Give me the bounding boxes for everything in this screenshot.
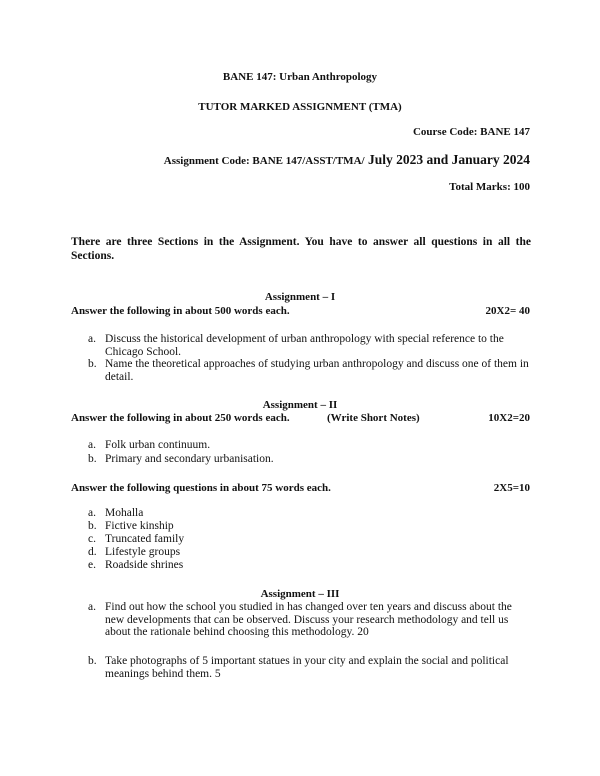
list-text: Primary and secondary urbanisation. [105,453,274,465]
list-text: Discuss the historical development of urban anthropology with special reference to the Chicago School. [105,333,504,358]
list-text: Lifestyle groups [105,546,181,558]
list-item [88,520,530,533]
list-item [88,546,530,559]
list-marker: a. [88,601,96,613]
list-marker: b. [88,520,97,532]
list-text: Truncated family [105,533,185,545]
list-text: Mohalla [105,507,144,519]
section-2-note: (Write Short Notes) [327,412,420,424]
section-1-marks: 20X2= 40 [485,305,530,317]
document-title: TUTOR MARKED ASSIGNMENT (TMA) [198,101,402,113]
assignment-code-session: July 2023 and January 2024 [364,152,530,167]
list-marker: a. [88,333,96,345]
list-marker: a. [88,507,96,519]
list-item [88,655,530,680]
list-marker: e. [88,559,96,571]
list-item [88,333,530,358]
total-marks: Total Marks: 100 [449,181,530,193]
intro-paragraph: There are three Sections in the Assignment. You have to answer all questions in all the Sections. [71,236,531,262]
list-marker: b. [88,453,97,465]
list-marker: a. [88,439,96,451]
section-3-title: Assignment – III [260,588,340,600]
list-item [88,358,530,383]
section-2-sub-marks: 2X5=10 [493,482,530,494]
list-text: Folk urban continuum. [105,439,211,451]
list-text: Name the theoretical approaches of studying urban anthropology and discuss one of them in detail. [105,358,529,383]
list-item [88,507,530,520]
section-2-marks: 10X2=20 [488,412,530,424]
list-item [88,453,530,466]
list-marker: d. [88,546,97,558]
list-text: Take photographs of 5 important statues in your city and explain the social and political meanings behind them. 5 [105,655,509,680]
list-item [88,533,530,546]
list-text: Fictive kinship [105,520,174,532]
list-item [88,559,530,572]
list-marker: b. [88,358,97,370]
section-1-instruction: Answer the following in about 500 words each. [71,305,290,317]
section-2-title: Assignment – II [262,399,338,411]
course-code: Course Code: BANE 147 [412,126,530,138]
course-title: BANE 147: Urban Anthropology [222,71,378,83]
list-item [88,439,530,452]
section-1-title: Assignment – I [264,291,336,303]
list-text: Find out how the school you studied in has changed over ten years and discuss about the new developments that can be observed. Discuss your research methodology and tell us about the rationale behind choosing this methodology. 20 [105,601,512,638]
assignment-code [164,151,530,169]
section-2-instruction: Answer the following in about 250 words each. [71,412,290,424]
section-2-sub-instruction: Answer the following questions in about 75 words each. [71,482,331,494]
list-marker: b. [88,655,97,667]
list-text: Roadside shrines [105,559,184,571]
assignment-code-prefix: Assignment Code: BANE 147/ASST/TMA/ [163,155,365,167]
list-marker: c. [88,533,96,545]
list-item [88,601,530,639]
